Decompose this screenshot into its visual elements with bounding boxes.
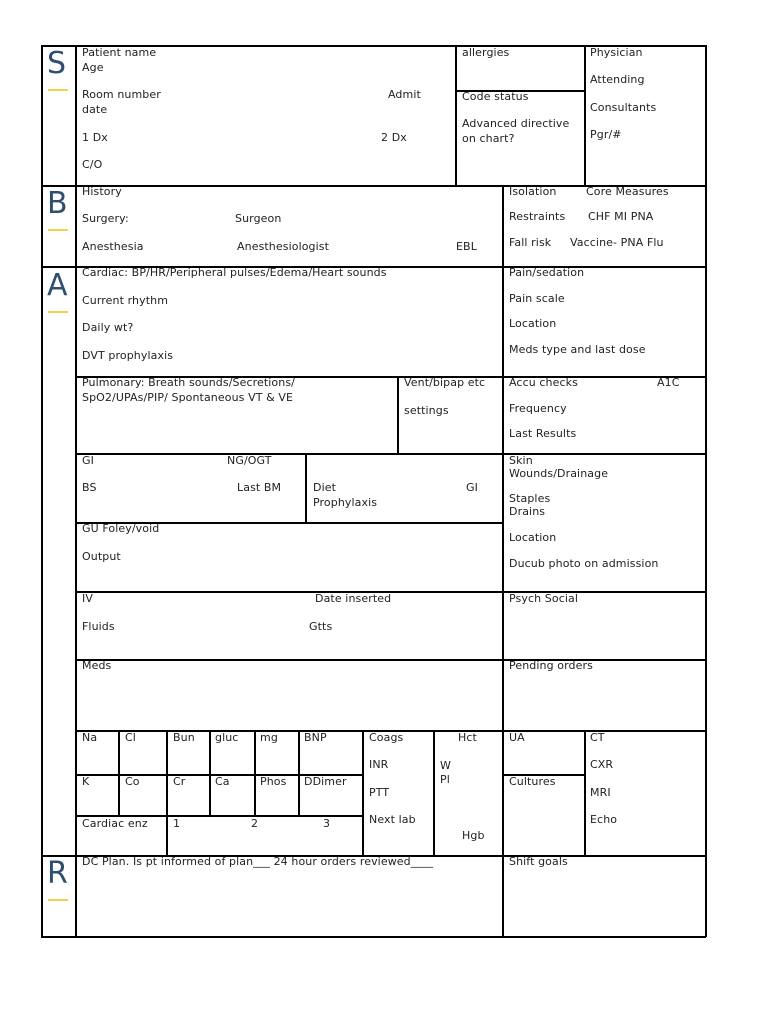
label-pain-sedation: Pain/sedation [509,266,585,279]
lab-phos: Phos [260,775,287,788]
sbar-underline-r [48,899,68,901]
sbar-underline-s [48,89,68,91]
lab-cxr: CXR [590,758,614,771]
label-a1c: A1C [657,376,680,389]
label-on-chart: on chart? [462,132,515,145]
label-ebl: EBL [456,240,477,253]
lab-mri: MRI [590,786,611,799]
lab-v-4 [254,730,256,816]
lab-pl: Pl [440,773,450,786]
lab-v-7 [433,730,435,856]
label-co: C/O [82,158,103,171]
lab-ua: UA [509,731,525,744]
sbar-letter-b: B [47,186,68,221]
label-drains: Drains [509,505,546,518]
label-dvt: DVT prophylaxis [82,349,174,362]
label-last-results: Last Results [509,427,577,440]
lab-next-lab: Next lab [369,813,416,826]
lab-bun: Bun [173,731,195,744]
lab-echo: Echo [590,813,618,826]
label-output: Output [82,550,121,563]
label-code-status: Code status [462,90,529,103]
label-surgeon: Surgeon [235,212,282,225]
lab-inr: INR [369,758,389,771]
label-pending-orders: Pending orders [509,659,593,672]
lab-cr: Cr [173,775,186,788]
lab-enz-3: 3 [323,817,331,830]
label-anesthesia: Anesthesia [82,240,144,253]
lab-k: K [82,775,90,788]
label-accu-checks: Accu checks [509,376,578,389]
label-daily-wt: Daily wt? [82,321,134,334]
label-surgery: Surgery: [82,212,129,225]
lab-hgb: Hgb [462,829,485,842]
label-gtts: Gtts [309,620,333,633]
border-left [41,45,43,937]
lab-co: Co [125,775,140,788]
label-isolation: Isolation [509,185,557,198]
lab-cardiac-enz: Cardiac enz [82,817,148,830]
lab-v-5 [298,730,300,816]
lab-na: Na [82,731,98,744]
label-date-inserted: Date inserted [315,592,392,605]
diet-divider [305,453,307,523]
label-age: Age [82,61,104,74]
divider-pulm-gi [75,453,706,455]
lab-v-1b [118,774,120,816]
label-dx1: 1 Dx [82,131,108,144]
label-patient-name: Patient name [82,46,157,59]
sbar-letter-r: R [47,856,68,891]
label-dx2: 2 Dx [381,131,407,144]
label-wounds: Wounds/Drainage [509,467,609,480]
lab-enz-1: 1 [173,817,181,830]
lab-v-6 [362,730,364,856]
sbar-letter-s: S [47,46,67,81]
border-bottom [41,936,706,938]
label-core-measures: Core Measures [586,185,669,198]
lab-bnp: BNP [304,731,327,744]
label-settings: settings [404,404,449,417]
label-pain-location: Location [509,317,557,330]
right-col-divider [502,185,504,937]
s-col-1 [455,45,457,186]
lab-mg: mg [260,731,278,744]
label-fluids: Fluids [82,620,115,633]
label-frequency: Frequency [509,402,567,415]
label-psych-social: Psych Social [509,592,579,605]
label-staples: Staples [509,492,551,505]
label-ng-ogt: NG/OGT [227,454,272,467]
label-vaccine: Vaccine- PNA Flu [570,236,664,249]
label-meds-type: Meds type and last dose [509,343,646,356]
label-gu: GU Foley/void [82,522,160,535]
label-pulmonary-line1: Pulmonary: Breath sounds/Secretions/ [82,376,295,389]
label-skin: Skin [509,454,533,467]
label-history: History [82,185,122,198]
label-last-bm: Last BM [237,481,282,494]
lab-ca: Ca [215,775,230,788]
label-gi-prophylaxis: GI [466,481,478,494]
label-anesthesiologist: Anesthesiologist [237,240,330,253]
label-chf-mi-pna: CHF MI PNA [588,210,654,223]
lab-enz-2: 2 [251,817,259,830]
label-physician: Physician [590,46,643,59]
label-gi: GI [82,454,94,467]
label-consultants: Consultants [590,101,657,114]
label-bs: BS [82,481,97,494]
lab-v-8 [584,730,586,856]
label-fall-risk: Fall risk [509,236,552,249]
lab-ct: CT [590,731,605,744]
lab-v-3 [209,730,211,816]
lab-ddimer: DDimer [304,775,347,788]
label-iv: IV [82,592,93,605]
label-admit: Admit [388,88,421,101]
sbar-underline-b [48,229,68,231]
lab-gluc: gluc [215,731,239,744]
lab-v-1 [118,730,120,775]
lab-hct: Hct [458,731,477,744]
label-skin-location: Location [509,531,557,544]
label-diet: Diet [313,481,337,494]
lab-coags: Coags [369,731,404,744]
border-right [705,45,707,937]
label-pgr: Pgr/# [590,128,622,141]
label-advanced-directive: Advanced directive [462,117,570,130]
label-vent: Vent/bipap etc [404,376,486,389]
label-dc-plan: DC Plan. Is pt informed of plan___ 24 hour orders reviewed____ [82,855,434,868]
s-col-2 [584,45,586,186]
label-attending: Attending [590,73,645,86]
label-pain-scale: Pain scale [509,292,565,305]
label-ducub: Ducub photo on admission [509,557,659,570]
divider-iv-meds [75,659,706,661]
vent-divider [397,376,399,454]
label-cardiac: Cardiac: BP/HR/Peripheral pulses/Edema/Heart sounds [82,266,387,279]
sbar-underline-a [48,311,68,313]
lab-cultures: Cultures [509,775,556,788]
label-current-rhythm: Current rhythm [82,294,169,307]
lab-ptt: PTT [369,786,390,799]
label-room-number: Room number [82,88,161,101]
label-date: date [82,103,108,116]
label-pulmonary-line2: SpO2/UPAs/PIP/ Spontaneous VT & VE [82,391,294,404]
label-restraints: Restraints [509,210,566,223]
lab-cl: Cl [125,731,136,744]
lab-v-2 [166,730,168,856]
lab-w: W [440,759,451,772]
label-prophylaxis: Prophylaxis [313,496,378,509]
label-meds: Meds [82,659,112,672]
border-label-column [75,45,77,937]
label-allergies: allergies [462,46,510,59]
label-shift-goals: Shift goals [509,855,568,868]
sbar-letter-a: A [47,268,68,303]
